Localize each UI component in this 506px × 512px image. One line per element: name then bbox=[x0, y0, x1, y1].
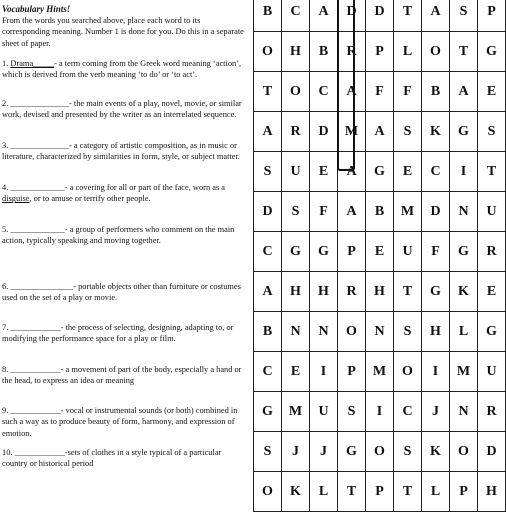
grid-cell: G bbox=[450, 232, 478, 272]
hint-number: 2. bbox=[2, 99, 11, 108]
grid-cell: A bbox=[422, 0, 450, 32]
hint-item-1 bbox=[2, 58, 248, 81]
grid-cell: O bbox=[394, 352, 422, 392]
grid-cell: D bbox=[478, 432, 506, 472]
grid-cell: H bbox=[366, 272, 394, 312]
grid-cell: T bbox=[338, 472, 366, 512]
hint-item-7 bbox=[2, 322, 248, 345]
grid-cell: H bbox=[478, 472, 506, 512]
answer-blank: ______________ bbox=[10, 99, 69, 108]
grid-cell: G bbox=[366, 152, 394, 192]
grid-cell: P bbox=[338, 232, 366, 272]
grid-cell: G bbox=[338, 432, 366, 472]
answer-blank: ____________ bbox=[10, 323, 61, 332]
grid-cell: N bbox=[366, 312, 394, 352]
grid-cell: M bbox=[282, 392, 310, 432]
hint-number: 1. bbox=[2, 59, 11, 68]
vocabulary-hints-panel bbox=[2, 0, 250, 480]
grid-cell: N bbox=[450, 392, 478, 432]
grid-cell: C bbox=[394, 392, 422, 432]
hint-number: 10. bbox=[2, 448, 15, 457]
grid-cell: S bbox=[254, 432, 282, 472]
grid-cell: R bbox=[338, 32, 366, 72]
grid-cell: A bbox=[254, 112, 282, 152]
grid-cell: E bbox=[310, 152, 338, 192]
grid-cell: N bbox=[450, 192, 478, 232]
hint-item-9 bbox=[2, 405, 248, 439]
grid-cell: N bbox=[310, 312, 338, 352]
grid-cell: H bbox=[422, 312, 450, 352]
hint-definition: - the process of selecting, designing, adapting to, or modifying the performance space for a play or film. bbox=[2, 323, 234, 344]
grid-cell: O bbox=[254, 32, 282, 72]
answer-blank: _______________ bbox=[10, 282, 74, 291]
grid-cell: D bbox=[254, 192, 282, 232]
grid-cell: G bbox=[422, 272, 450, 312]
hint-definition: - the main events of a play, novel, movie, or similar work, devised and presented by the writer as an interrelated sequence. bbox=[2, 99, 242, 120]
hint-definition: , or to amuse or terrify other people. bbox=[29, 194, 151, 204]
grid-cell: B bbox=[254, 312, 282, 352]
grid-cell: T bbox=[254, 72, 282, 112]
grid-cell: T bbox=[478, 152, 506, 192]
grid-cell: I bbox=[450, 152, 478, 192]
grid-cell: D bbox=[310, 112, 338, 152]
hint-definition: - a group of performers who comment on the main action, typically speaking and moving together. bbox=[2, 225, 235, 246]
grid-cell: A bbox=[254, 272, 282, 312]
grid-cell: F bbox=[366, 72, 394, 112]
grid-cell: C bbox=[310, 72, 338, 112]
grid-cell: L bbox=[422, 472, 450, 512]
hint-definition: - a movement of part of the body, especially a hand or the head, to express an idea or meaning bbox=[2, 365, 242, 386]
grid-cell: I bbox=[422, 352, 450, 392]
grid-cell: G bbox=[478, 32, 506, 72]
grid-cell: E bbox=[478, 72, 506, 112]
grid-cell: J bbox=[282, 432, 310, 472]
grid-cell: G bbox=[254, 392, 282, 432]
grid-cell: E bbox=[394, 152, 422, 192]
grid-cell: S bbox=[282, 192, 310, 232]
grid-cell: H bbox=[282, 272, 310, 312]
grid-cell: S bbox=[394, 312, 422, 352]
grid-cell: M bbox=[366, 352, 394, 392]
grid-cell: P bbox=[338, 352, 366, 392]
answer-blank: Drama_____ bbox=[10, 59, 55, 68]
hint-definition: -sets of clothes in a style typical of a particular country or historical period bbox=[2, 448, 222, 469]
grid-cell: A bbox=[338, 152, 366, 192]
grid-cell: B bbox=[422, 72, 450, 112]
grid-cell: O bbox=[282, 72, 310, 112]
hint-number: 6. bbox=[2, 282, 11, 291]
grid-cell: T bbox=[450, 32, 478, 72]
grid-cell: K bbox=[422, 432, 450, 472]
underlined-word: disguise bbox=[2, 194, 30, 204]
answer-blank: _____________ bbox=[10, 225, 65, 234]
hint-number: 7. bbox=[2, 323, 11, 332]
grid-cell: A bbox=[310, 0, 338, 32]
hint-item-10 bbox=[2, 447, 248, 470]
grid-cell: K bbox=[422, 112, 450, 152]
grid-cell: R bbox=[478, 232, 506, 272]
grid-cell: C bbox=[282, 0, 310, 32]
grid-cell: S bbox=[394, 432, 422, 472]
grid-cell: B bbox=[366, 192, 394, 232]
grid-cell: P bbox=[366, 32, 394, 72]
grid-cell: S bbox=[394, 112, 422, 152]
hint-number: 4. bbox=[2, 183, 11, 192]
grid-cell: O bbox=[422, 32, 450, 72]
grid-cell: A bbox=[366, 112, 394, 152]
answer-blank: ______________ bbox=[10, 141, 69, 150]
grid-cell: C bbox=[254, 352, 282, 392]
hint-definition: - vocal or instrumental sounds (or both) combined in such a way as to produce beauty of form, harmony, and expression of emotion. bbox=[2, 406, 238, 438]
grid-cell: F bbox=[422, 232, 450, 272]
instructions-text: From the words you searched above, place each word to its corresponding meaning. Number 1 is done for you. Do this in a separate sheet of paper. bbox=[2, 16, 244, 48]
hint-item-5 bbox=[2, 224, 248, 247]
grid-cell: J bbox=[310, 432, 338, 472]
grid-cell: C bbox=[422, 152, 450, 192]
grid-cell: T bbox=[394, 0, 422, 32]
grid-cell: N bbox=[282, 312, 310, 352]
grid-cell: U bbox=[478, 352, 506, 392]
grid-cell: D bbox=[338, 0, 366, 32]
grid-cell: S bbox=[478, 112, 506, 152]
grid-cell: A bbox=[450, 72, 478, 112]
grid-cell: R bbox=[338, 272, 366, 312]
grid-cell: M bbox=[394, 192, 422, 232]
grid-cell: U bbox=[310, 392, 338, 432]
answer-blank: _____________ bbox=[10, 183, 65, 192]
answer-blank: ____________ bbox=[10, 365, 61, 374]
hint-number: 8. bbox=[2, 365, 11, 374]
grid-cell: H bbox=[310, 272, 338, 312]
grid-cell: A bbox=[338, 72, 366, 112]
hint-item-2 bbox=[2, 98, 248, 121]
grid-cell: S bbox=[450, 0, 478, 32]
hint-item-4 bbox=[2, 182, 248, 205]
grid-cell: U bbox=[478, 192, 506, 232]
grid-cell: F bbox=[310, 192, 338, 232]
grid-cell: O bbox=[338, 312, 366, 352]
grid-cell: K bbox=[450, 272, 478, 312]
grid-cell: B bbox=[310, 32, 338, 72]
grid-cell: T bbox=[394, 472, 422, 512]
grid-cell: O bbox=[366, 432, 394, 472]
word-search-grid bbox=[253, 0, 506, 512]
hint-item-6 bbox=[2, 281, 248, 304]
grid-cell: S bbox=[254, 152, 282, 192]
grid-cell: P bbox=[478, 0, 506, 32]
vocabulary-hints-heading: Vocabulary Hints! bbox=[2, 4, 71, 14]
grid-cell: L bbox=[450, 312, 478, 352]
grid-cell: C bbox=[254, 232, 282, 272]
grid-cell: T bbox=[394, 272, 422, 312]
grid-cell: G bbox=[310, 232, 338, 272]
grid-cell: U bbox=[282, 152, 310, 192]
hint-item-3 bbox=[2, 140, 248, 163]
grid-cell: E bbox=[366, 232, 394, 272]
grid-cell: U bbox=[394, 232, 422, 272]
grid-cell: I bbox=[310, 352, 338, 392]
grid-cell: M bbox=[450, 352, 478, 392]
grid-cell: M bbox=[338, 112, 366, 152]
hint-definition: - a covering for all or part of the face, worn as a bbox=[64, 183, 226, 192]
grid-cell: R bbox=[282, 112, 310, 152]
grid-cell: O bbox=[254, 472, 282, 512]
grid-cell: O bbox=[450, 432, 478, 472]
hint-definition: - a category of artistic composition, as in music or literature, characterized by similarities in form, style, or subject matter. bbox=[2, 141, 240, 162]
grid-cell: D bbox=[366, 0, 394, 32]
grid-cell: J bbox=[422, 392, 450, 432]
grid-cell: S bbox=[338, 392, 366, 432]
grid-cell: G bbox=[478, 312, 506, 352]
grid-cell: R bbox=[478, 392, 506, 432]
grid-cell: I bbox=[366, 392, 394, 432]
grid-cell: L bbox=[394, 32, 422, 72]
grid-cell: P bbox=[450, 472, 478, 512]
hint-number: 5. bbox=[2, 225, 11, 234]
grid-cell: E bbox=[282, 352, 310, 392]
answer-blank: ____________ bbox=[10, 406, 61, 415]
hint-definition: - a term coming from the Greek word meaning ‘action’, which is derived from the verb meaning ‘to do’ or ‘to act’. bbox=[2, 59, 242, 80]
grid-cell: B bbox=[254, 0, 282, 32]
grid-cell: A bbox=[338, 192, 366, 232]
grid-cell: G bbox=[282, 232, 310, 272]
hint-definition: - portable objects other than furniture or costumes used on the set of a play or movie. bbox=[2, 282, 241, 303]
grid-cell: G bbox=[450, 112, 478, 152]
grid-cell: D bbox=[422, 192, 450, 232]
answer-blank: ____________ bbox=[14, 448, 65, 457]
grid-cell: P bbox=[366, 472, 394, 512]
hint-item-8 bbox=[2, 364, 248, 387]
grid-cell: L bbox=[310, 472, 338, 512]
grid-cell: K bbox=[282, 472, 310, 512]
grid-cell: H bbox=[282, 32, 310, 72]
hint-number: 9. bbox=[2, 406, 11, 415]
hint-number: 3. bbox=[2, 141, 11, 150]
grid-cell: E bbox=[478, 272, 506, 312]
grid-cell: F bbox=[394, 72, 422, 112]
